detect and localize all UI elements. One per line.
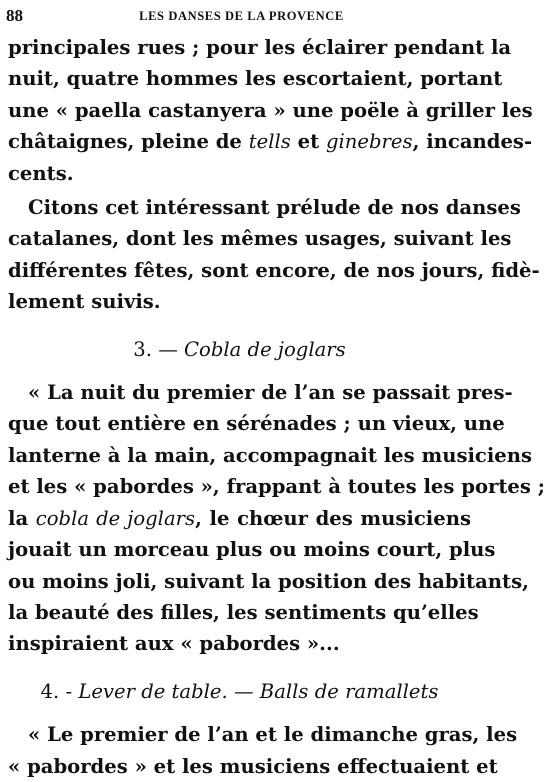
text-line: que tout entière en sérénades ; un vieux, une [8,412,505,436]
text-line: « La nuit du premier de l’an se passait pres- [28,381,513,405]
section-heading-4 [8,676,471,707]
italic-term-cobla: cobla de joglars [35,506,196,530]
text-fragment: , le chœur des musiciens [195,506,471,530]
text-line: lement suivis. [8,290,161,314]
section-title: Cobla de joglars [184,337,346,361]
text-line: principales rues ; pour les éclairer pendant la [8,36,512,59]
page-number: 88 [6,6,23,25]
running-head: LES DANSES DE LA PROVENCE [139,9,344,23]
section-number: 3. — [133,337,185,361]
paragraph-citons [8,192,540,318]
text-line [8,503,471,534]
text-line: cents. [8,161,74,185]
section-heading-3 [8,334,471,365]
text-line: inspiraient aux « pabordes »... [8,632,340,656]
paragraph-continued [8,32,533,189]
text-fragment: châtaignes, pleine de [8,130,249,154]
text-fragment: , incandes- [412,130,533,154]
body-text [8,32,545,782]
text-line: la beauté des filles, les sentiments qu’elles [8,600,479,624]
page-header [6,4,477,30]
text-line: une « paella castanyera » une poële à griller les [8,98,533,122]
section-number: 4. - [40,679,79,703]
text-line: lanterne à la main, accompagnait les musiciens [8,443,533,467]
text-line: différentes fêtes, sont encore, de nos jours, fidè- [8,258,540,282]
text-fragment: la [8,506,36,530]
text-line: ou moins joli, suivant la position des habitants, [8,569,529,593]
text-line: « pabordes » et les musiciens effectuaient et [8,754,498,778]
paragraph-premier [8,719,518,782]
text-line: « Le premier de l’an et le dimanche gras, les [28,723,518,747]
text-line: et les « pabordes », frappant à toutes les portes ; [8,475,545,499]
section-title: Lever de table. — Balls de ramallets [78,679,439,703]
text-line: Citons cet intéressant prélude de nos danses [28,196,521,220]
text-line [8,126,533,157]
italic-term-tells: tells [248,130,291,154]
text-fragment: et [290,130,326,154]
text-line: catalanes, dont les mêmes usages, suivant les [8,227,512,251]
italic-term-ginebres: ginebres [325,130,413,154]
text-line: nuit, quatre hommes les escortaient, portant [8,67,503,91]
text-line: jouait un morceau plus ou moins court, plus [8,538,496,562]
paragraph-cobla [8,377,545,660]
